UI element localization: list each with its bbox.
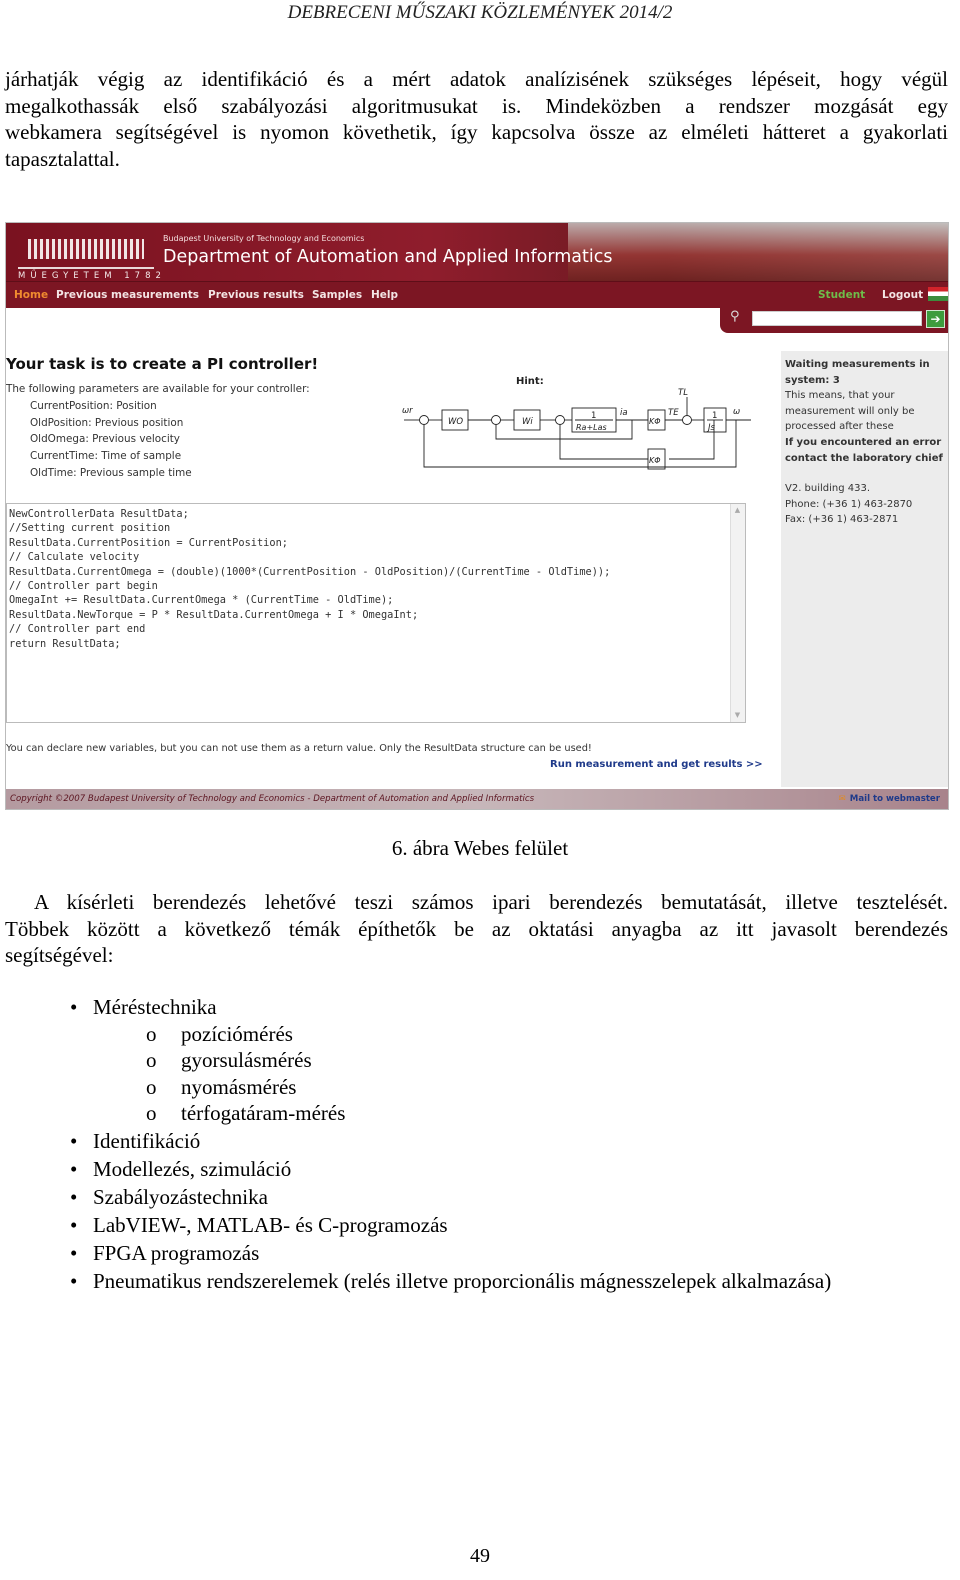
sidebar-info-line: This means, that your: [785, 390, 895, 401]
controller-code[interactable]: NewControllerData ResultData; //Setting current position ResultData.CurrentPosition = CurrentPosition; // Calculate velocity ResultData.CurrentOmega = (double)(1000*(CurrentPosition - OldPosition)/(CurrentTime - OldTime)); // Controller part begin OmegaInt += ResultData.CurrentOmega * (CurrentTime - OldTime); ResultData.NewTorque = P * ResultData.CurrentOmega + I * OmegaInt; // Controller part end return ResultData;: [9, 508, 611, 650]
diagram-label: ωr: [402, 406, 413, 416]
nav-previous-measurements[interactable]: Previous measurements: [56, 289, 200, 301]
copyright: Copyright ©2007 Budapest University of Technology and Economics - Department of Automation and Applied Informatics: [10, 794, 535, 804]
search-icon: ⚲: [730, 309, 740, 324]
mail-webmaster-link[interactable]: [839, 794, 940, 804]
diagram-label: WO: [448, 417, 464, 427]
diagram-label: TE: [668, 408, 679, 418]
nav-samples[interactable]: Samples: [312, 289, 363, 301]
paragraph-line: segítségével:: [5, 943, 114, 967]
error-contact: If you encountered an error contact the laboratory chief: [785, 437, 943, 464]
site-footer: [6, 789, 948, 809]
body-paragraph: [5, 889, 948, 969]
site-banner: [6, 223, 948, 281]
diagram-label: Js: [708, 423, 715, 433]
sidebar-info-line: measurement will only be: [785, 405, 915, 417]
paragraph-line: járhatják végig az identifikáció és a mért adatok analízisének szükséges lépéseit, hogy végül: [5, 67, 948, 91]
running-header: DEBRECENI MŰSZAKI KÖZLEMÉNYEK 2014/2: [287, 2, 673, 23]
mail-label[interactable]: Mail to webmaster: [849, 794, 940, 804]
web-interface-screenshot: [5, 222, 949, 810]
task-title: Your task is to create a PI controller!: [6, 355, 319, 373]
diagram-label: Ra+Las: [576, 423, 607, 432]
parameter-item: OldPosition: Previous position: [30, 416, 184, 429]
control-block-diagram: [396, 387, 751, 475]
diagram-label: KΦ: [649, 456, 661, 465]
figure-caption: 6. ábra Webes felület: [391, 836, 569, 860]
info-sidebar: [781, 351, 948, 787]
paragraph-line: A kísérleti berendezés lehetővé teszi számos ipari berendezés bemutatását, illetve tesztelését.: [34, 890, 948, 914]
mail-icon: ✉: [838, 794, 846, 804]
search-bar: [720, 307, 948, 333]
phone: Phone: (+36 1) 463-2870: [785, 499, 913, 510]
nav-home[interactable]: Home: [14, 289, 49, 301]
parameter-list: [6, 381, 310, 482]
search-input[interactable]: [752, 311, 922, 326]
parameter-item: CurrentPosition: Position: [30, 399, 157, 412]
main-nav: [6, 281, 948, 308]
parameter-intro: The following parameters are available for your controller:: [6, 383, 310, 395]
declaration-note: You can declare new variables, but you can not use them as a return value. Only the ResultData structure can be used!: [6, 743, 592, 754]
parameter-item: OldTime: Previous sample time: [30, 466, 192, 479]
hungarian-flag-icon[interactable]: [928, 287, 948, 301]
fax: Fax: (+36 1) 463-2871: [785, 514, 899, 525]
parameter-item: OldOmega: Previous velocity: [30, 433, 180, 446]
sidebar-info-line: processed after these: [785, 421, 894, 432]
diagram-label: ω: [733, 407, 741, 417]
university-logo: [18, 233, 166, 281]
department-name: Department of Automation and Applied Informatics: [163, 247, 613, 267]
sidebar-info: [785, 388, 943, 435]
diagram-label: ia: [620, 408, 628, 418]
diagram-label: KΦ: [649, 417, 661, 426]
paragraph-line: megalkothassák első szabályozási algoritmusukat is. Mindeközben a rendszer mozgását egy: [5, 93, 948, 118]
scroll-up-icon[interactable]: ▲: [734, 506, 741, 514]
logout-link[interactable]: Logout: [882, 289, 924, 301]
run-measurement-link[interactable]: Run measurement and get results >>: [550, 759, 763, 770]
intro-paragraph: [5, 66, 948, 172]
diagram-label: 1: [712, 411, 718, 421]
diagram-label: 1: [591, 411, 597, 421]
university-name: Budapest University of Technology and Economics: [163, 234, 365, 243]
user-role: Student: [818, 289, 866, 301]
waiting-count: Waiting measurements in system: 3: [785, 359, 930, 386]
hint-label: Hint:: [516, 376, 544, 387]
search-go-icon[interactable]: ➔: [926, 310, 945, 328]
building-photo: [568, 223, 948, 281]
parameter-item: CurrentTime: Time of sample: [30, 450, 182, 463]
scroll-down-icon[interactable]: ▼: [734, 711, 741, 719]
page-number: 49: [470, 1545, 490, 1567]
logo-text: MŰEGYETEM 1782: [18, 271, 166, 281]
building: V2. building 433.: [785, 483, 871, 494]
code-editor[interactable]: [6, 503, 746, 723]
editor-scrollbar[interactable]: [730, 504, 745, 722]
nav-previous-results[interactable]: Previous results: [208, 289, 304, 301]
nav-help[interactable]: Help: [371, 289, 399, 301]
diagram-label: TL: [678, 388, 688, 398]
diagram-label: Wi: [522, 417, 533, 427]
paragraph-line: tapasztalattal.: [5, 146, 120, 171]
paragraph-line: webkamera segítségével is nyomon követhetik, így kapcsolva össze az elméleti hátteret a gyakorlati: [5, 120, 948, 144]
paragraph-line: Többek között a következő témák építhetők be az oktatási anyagba az itt javasolt berendezés: [5, 916, 948, 941]
